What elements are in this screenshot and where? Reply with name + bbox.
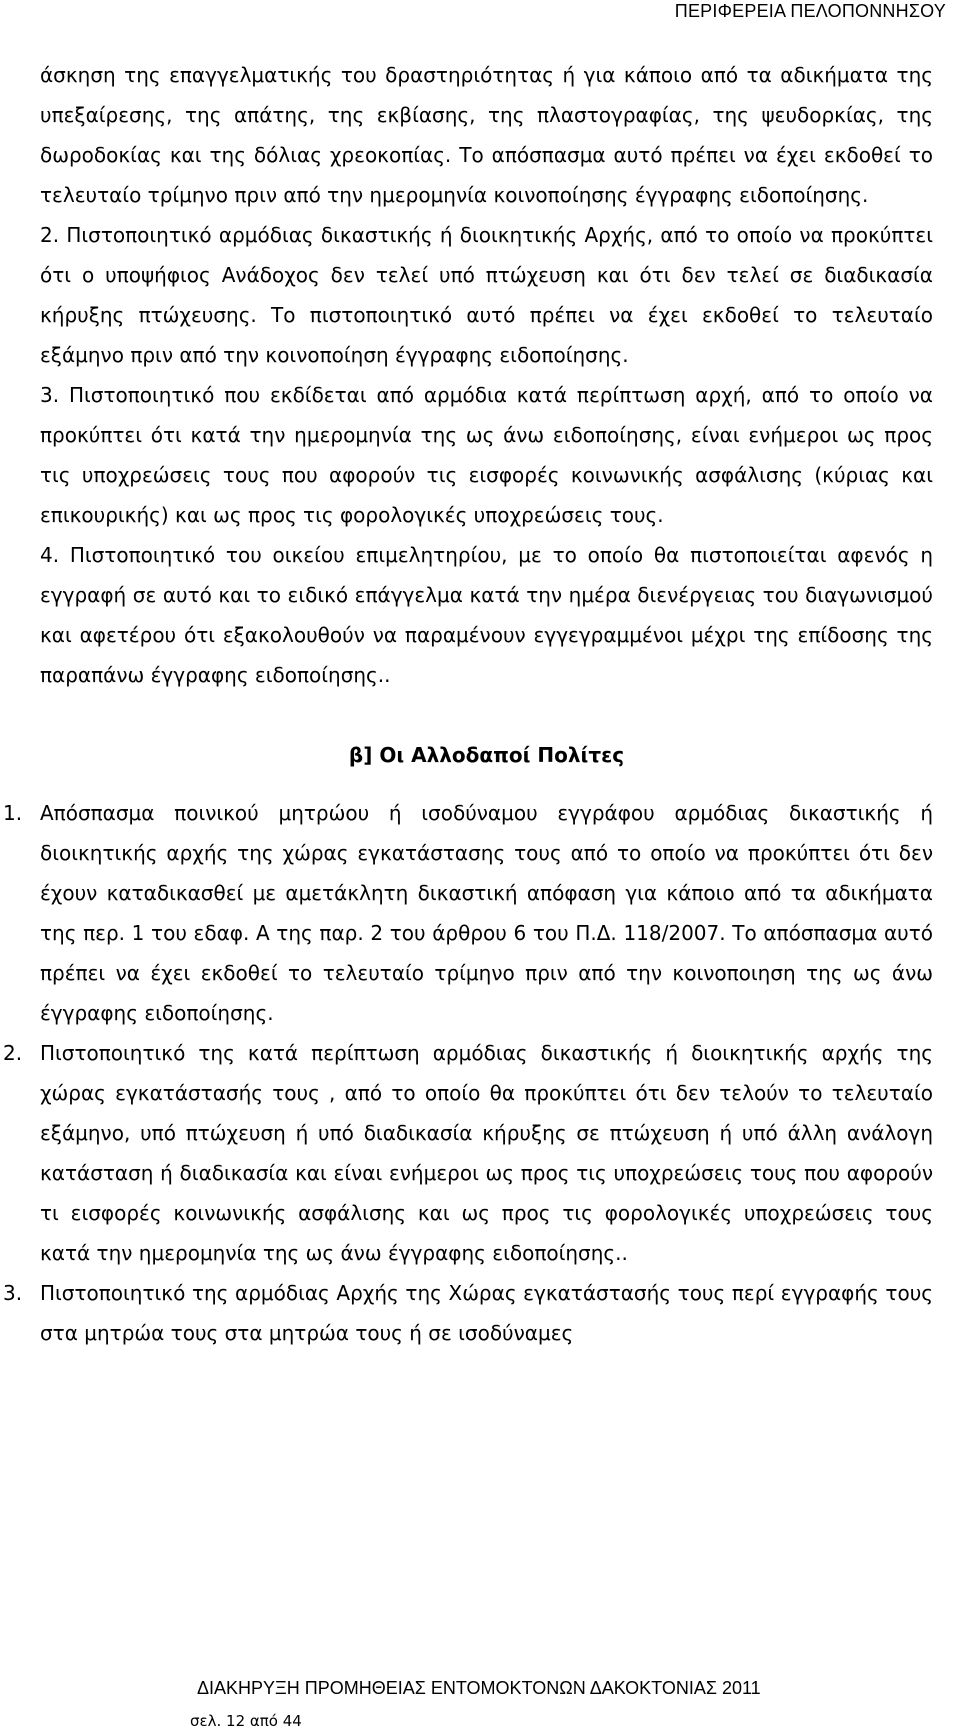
item-number: 1. (3, 801, 23, 825)
header-region: ΠΕΡΙΦΕΡΕΙΑ ΠΕΛΟΠΟΝΝΗΣΟΥ (674, 1, 946, 21)
section-b-item-2 (3, 1033, 933, 1273)
item-text: Πιστοποιητικό αρμόδιας δικαστικής ή διοικητικής Αρχής, από το οποίο να προκύπτει ότι ο υποψήφιος Ανάδοχος δεν τελεί υπό πτώχευση και ότι δεν τελεί σε διαδικασία κήρυξης πτώχευσης. Το πιστοποιητικό αυτό πρέπει να έχει εκδοθεί το τελευταίο εξάμηνο πριν από την κοινοποίηση έγγραφης ειδοποίησης. (40, 223, 933, 367)
section-b-item-3 (3, 1273, 933, 1353)
section-b-item-1 (3, 793, 933, 1033)
section-a-continuation: άσκηση της επαγγελματικής του δραστηριότητας ή για κάποιο από τα αδικήματα της υπεξαίρεσης, της απάτης, της εκβίασης, της πλαστογραφίας, της ψευδορκίας, της δωροδοκίας και της δόλιας χρεοκοπίας. Το απόσπασμα αυτό πρέπει να έχει εκδοθεί το τελευταίο τρίμηνο πριν από την ημερομηνία κοινοποίησης έγγραφης ειδοποίησης. (40, 63, 933, 207)
document-body (3, 55, 933, 1353)
item-number: 3. (40, 383, 60, 407)
item-number: 3. (3, 1281, 23, 1305)
item-text: Απόσπασμα ποινικού μητρώου ή ισοδύναμου εγγράφου αρμόδιας δικαστικής ή διοικητικής αρχής της χώρας εγκατάστασης τους από το οποίο να προκύπτει ότι δεν έχουν καταδικασθεί με αμετάκλητη δικαστική απόφαση για κάποιο από τα αδικήματα της περ. 1 του εδαφ. Α της παρ. 2 του άρθρου 6 του Π.Δ. 118/2007. Το απόσπασμα αυτό πρέπει να έχει εκδοθεί το τελευταίο τρίμηνο πριν από την κοινοποιηση της ως άνω έγγραφης ειδοποίησης. (40, 801, 933, 1025)
footer-page-number: σελ. 12 από 44 (190, 1712, 302, 1730)
section-a-item-3 (40, 375, 933, 535)
item-text: Πιστοποιητικό της κατά περίπτωση αρμόδιας δικαστικής ή διοικητικής αρχής της χώρας εγκατάστασής τους , από το οποίο θα προκύπτει ότι δεν τελούν το τελευταίο εξάμηνο, υπό πτώχευση ή υπό διαδικασία κήρυξης σε πτώχευση ή υπό άλλη ανάλογη κατάσταση ή διαδικασία και είναι ενήμεροι ως προς τις υποχρεώσεις τους που αφορούν τι εισφορές κοινωνικής ασφάλισης και ως προς τις φορολογικές υποχρεώσεις τους κατά την ημερομηνία της ως άνω έγγραφης ειδοποίησης.. (40, 1041, 933, 1265)
item-text: Πιστοποιητικό που εκδίδεται από αρμόδια κατά περίπτωση αρχή, από το οποίο να προκύπτει ότι κατά την ημερομηνία της ως άνω ειδοποίησης, είναι ενήμεροι ως προς τις υποχρεώσεις τους που αφορούν τις εισφορές κοινωνικής ασφάλισης (κύριας και επικουρικής) και ως προς τις φορολογικές υποχρεώσεις τους. (40, 383, 933, 527)
item-number: 2. (40, 223, 60, 247)
item-number: 2. (3, 1041, 23, 1065)
section-a-item-2 (40, 215, 933, 375)
footer-document-title: ΔΙΑΚΗΡΥΞΗ ΠΡΟΜΗΘΕΙΑΣ ΕΝΤΟΜΟΚΤΟΝΩΝ ΔΑΚΟΚΤΟΝΙΑΣ 2011 (197, 1678, 761, 1698)
item-text: Πιστοποιητικό του οικείου επιμελητηρίου, με το οποίο θα πιστοποιείται αφενός η εγγραφή σε αυτό και το ειδικό επάγγελμα κατά την ημέρα διενέργειας του διαγωνισμού και αφετέρου ότι εξακολουθούν να παραμένουν εγγεγραμμένοι μέχρι της επίδοσης της παραπάνω έγγραφης ειδοποίησης.. (40, 543, 933, 687)
section-a-item-4 (40, 535, 933, 695)
item-number: 4. (40, 543, 60, 567)
item-text: Πιστοποιητικό της αρμόδιας Αρχής της Χώρας εγκατάστασής τους περί εγγραφής τους στα μητρώα τους στα μητρώα τους ή σε ισοδύναμες (40, 1281, 933, 1345)
section-b-title: β] Οι Αλλοδαποί Πολίτες (348, 743, 625, 767)
